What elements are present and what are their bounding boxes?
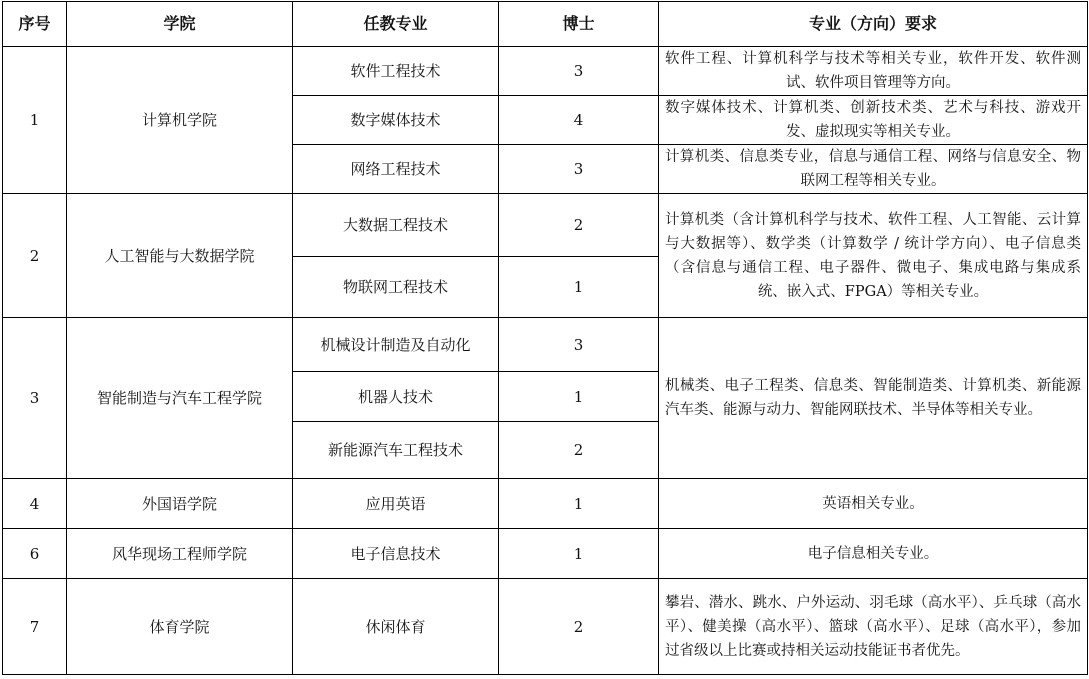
row-no: 2 (3, 194, 67, 318)
row-requirement: 英语相关专业。 (659, 479, 1088, 529)
row-requirement: 电子信息相关专业。 (659, 529, 1088, 579)
row-phd: 3 (499, 145, 659, 194)
header-phd: 博士 (499, 2, 659, 47)
row-major: 新能源汽车工程技术 (293, 422, 499, 479)
table-row (3, 529, 1088, 579)
row-no: 1 (3, 47, 67, 194)
row-major: 机械设计制造及自动化 (293, 318, 499, 372)
row-phd: 3 (499, 318, 659, 372)
header-row (3, 2, 1088, 47)
header-college: 学院 (67, 2, 293, 47)
row-requirement: 计算机类、信息类专业，信息与通信工程、网络与信息安全、物联网工程等相关专业。 (659, 145, 1088, 194)
table-row (3, 479, 1088, 529)
row-requirement: 数字媒体技术、计算机类、创新技术类、艺术与科技、游戏开发、虚拟现实等相关专业。 (659, 96, 1088, 145)
row-phd: 2 (499, 194, 659, 257)
row-major: 网络工程技术 (293, 145, 499, 194)
header-major: 任教专业 (293, 2, 499, 47)
row-phd: 2 (499, 579, 659, 675)
row-major: 物联网工程技术 (293, 257, 499, 318)
row-phd: 1 (499, 479, 659, 529)
row-college: 人工智能与大数据学院 (67, 194, 293, 318)
row-major: 机器人技术 (293, 372, 499, 422)
row-college: 智能制造与汽车工程学院 (67, 318, 293, 479)
row-college: 外国语学院 (67, 479, 293, 529)
table-row (3, 194, 1088, 257)
row-no: 6 (3, 529, 67, 579)
row-no: 4 (3, 479, 67, 529)
row-requirement: 软件工程、计算机科学与技术等相关专业，软件开发、软件测试、软件项目管理等方向。 (659, 47, 1088, 96)
row-phd: 1 (499, 529, 659, 579)
row-major: 应用英语 (293, 479, 499, 529)
header-requirement: 专业（方向）要求 (659, 2, 1088, 47)
row-no: 3 (3, 318, 67, 479)
row-requirement: 机械类、电子工程类、信息类、智能制造类、计算机类、新能源汽车类、能源与动力、智能网联技术、半导体等相关专业。 (659, 318, 1088, 479)
row-college: 计算机学院 (67, 47, 293, 194)
row-major: 休闲体育 (293, 579, 499, 675)
row-phd: 1 (499, 257, 659, 318)
table-row (3, 47, 1088, 96)
row-college: 风华现场工程师学院 (67, 529, 293, 579)
row-major: 电子信息技术 (293, 529, 499, 579)
row-phd: 1 (499, 372, 659, 422)
row-requirement: 计算机类（含计算机科学与技术、软件工程、人工智能、云计算与大数据等）、数学类（计算数学 / 统计学方向）、电子信息类（含信息与通信工程、电子器件、微电子、集成电路与集成系统、嵌入式、FPGA）等相关专业。 (659, 194, 1088, 318)
row-phd: 3 (499, 47, 659, 96)
header-no: 序号 (3, 2, 67, 47)
row-phd: 4 (499, 96, 659, 145)
row-phd: 2 (499, 422, 659, 479)
row-major: 大数据工程技术 (293, 194, 499, 257)
recruitment-table (2, 1, 1088, 675)
table-row (3, 579, 1088, 675)
row-college: 体育学院 (67, 579, 293, 675)
row-requirement: 攀岩、潜水、跳水、户外运动、羽毛球（高水平）、乒乓球（高水平）、健美操（高水平）、篮球（高水平）、足球（高水平），参加过省级以上比赛或持相关运动技能证书者优先。 (659, 579, 1088, 675)
row-major: 数字媒体技术 (293, 96, 499, 145)
row-major: 软件工程技术 (293, 47, 499, 96)
row-no: 7 (3, 579, 67, 675)
table-row (3, 318, 1088, 372)
